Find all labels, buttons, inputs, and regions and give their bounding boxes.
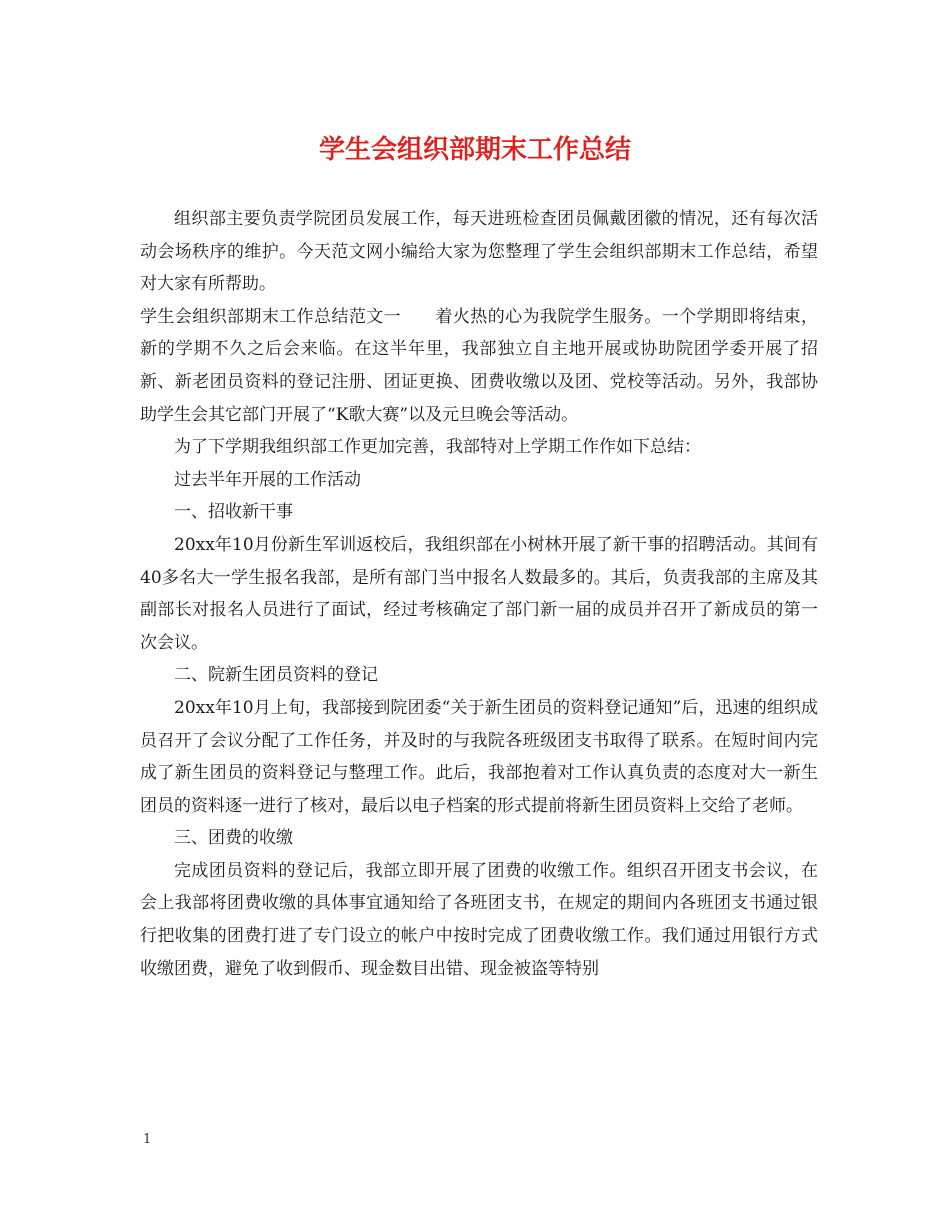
past-activities-heading: 过去半年开展的工作活动 [174,469,361,490]
section-1-title: 一、招收新干事 [174,502,293,523]
sample-heading: 学生会组织部期末工作总结范文一 [140,306,402,327]
document-title: 学生会组织部期末工作总结 [318,135,631,165]
section-2-body: 20xx年10月上旬，我部接到院团委“关于新生团员的资料登记通知”后，迅速的组织成员召开了会议分配了工作任务，并及时的与我院各班级团支书取得了联系。在短时间内完成了新生团员的资料登记与整理工作。此后，我部抱着对工作认真负责的态度对大一新生团员的资料逐一进行了核对，最后以电子档案的形式提前将新生团员资料上交给了老师。 [140,697,818,816]
sample-paragraph-text: 着火热的心为我院学生服务。一个学期即将结束，新的学期不久之后会来临。在这半年里，我部独立自主地开展或协助院团学委开展了招新、新老团员资料的登记注册、团证更换、团费收缴以及团、党校等活动。另外，我部协助学生会其它部门开展了“K歌大赛”以及元旦晚会等活动。 [140,306,819,425]
sample-paragraph [140,301,818,431]
document-body [140,203,818,985]
section-1-body: 20xx年10月份新生军训返校后，我组织部在小树林开展了新干事的招聘活动。其间有40多名大一学生报名我部，是所有部门当中报名人数最多的。其后，负责我部的主席及其副部长对报名人员进行了面试，经过考核确定了部门新一届的成员并召开了新成员的第一次会议。 [140,534,818,653]
intro-paragraph: 组织部主要负责学院团员发展工作，每天进班检查团员佩戴团徽的情况，还有每次活动会场秩序的维护。今天范文网小编给大家为您整理了学生会组织部期末工作总结，希望对大家有所帮助。 [140,209,818,295]
section-2-title: 二、院新生团员资料的登记 [174,665,378,686]
page-number: 1 [143,1132,152,1147]
section-3-body: 完成团员资料的登记后，我部立即开展了团费的收缴工作。组织召开团支书会议，在会上我部将团费收缴的具体事宜通知给了各班团支书，在规定的期间内各班团支书通过银行把收集的团费打进了专门设立的帐户中按时完成了团费收缴工作。我们通过用银行方式收缴团费，避免了收到假币、现金数目出错、现金被盗等特别 [140,860,818,979]
summary-paragraph: 为了下学期我组织部工作更加完善，我部特对上学期工作作如下总结： [174,437,701,458]
section-3-title: 三、团费的收缴 [174,828,293,849]
